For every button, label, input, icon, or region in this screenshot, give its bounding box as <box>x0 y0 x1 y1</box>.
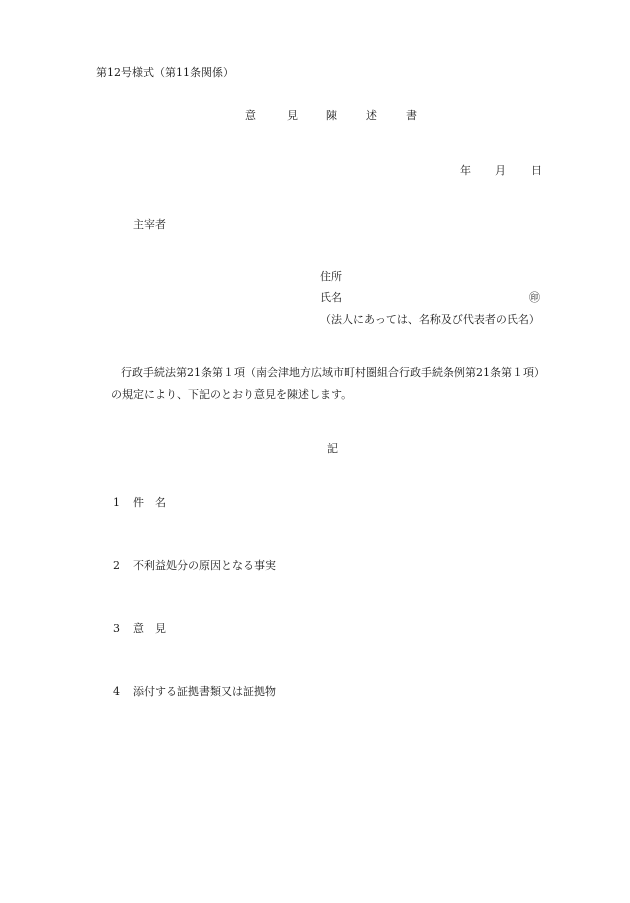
title-char: 述 <box>366 109 377 122</box>
body-line: の規定により、下記のとおり意見を陳述します。 <box>111 388 353 401</box>
body-line: 行政手続法第21条第１項（南会津地方広域市町村圏組合行政手続条例第21条第１項） <box>121 366 545 379</box>
date-day: 日 <box>531 164 542 177</box>
name-label: 氏名 <box>320 291 342 304</box>
date-year: 年 <box>460 164 471 177</box>
title-char: 意 <box>245 109 256 122</box>
date-month: 月 <box>495 164 506 177</box>
title-char: 陳 <box>326 109 337 122</box>
title-char: 見 <box>287 109 298 122</box>
item-number: 3 <box>113 622 120 635</box>
seal-mark: ㊞ <box>529 291 540 304</box>
addressee: 主宰者 <box>133 218 166 231</box>
item-number: 1 <box>113 496 120 509</box>
item-label: 件 名 <box>133 496 166 509</box>
ki-heading: 記 <box>327 442 338 455</box>
address-label: 住所 <box>320 270 342 283</box>
title-char: 書 <box>406 109 417 122</box>
item-label: 添付する証拠書類又は証拠物 <box>133 685 276 698</box>
item-label: 意 見 <box>133 622 166 635</box>
form-number: 第12号様式（第11条関係） <box>96 66 234 79</box>
item-number: 4 <box>113 685 120 698</box>
applicant-note: （法人にあっては、名称及び代表者の氏名） <box>320 313 540 326</box>
item-number: 2 <box>113 559 120 572</box>
item-label: 不利益処分の原因となる事実 <box>133 559 276 572</box>
